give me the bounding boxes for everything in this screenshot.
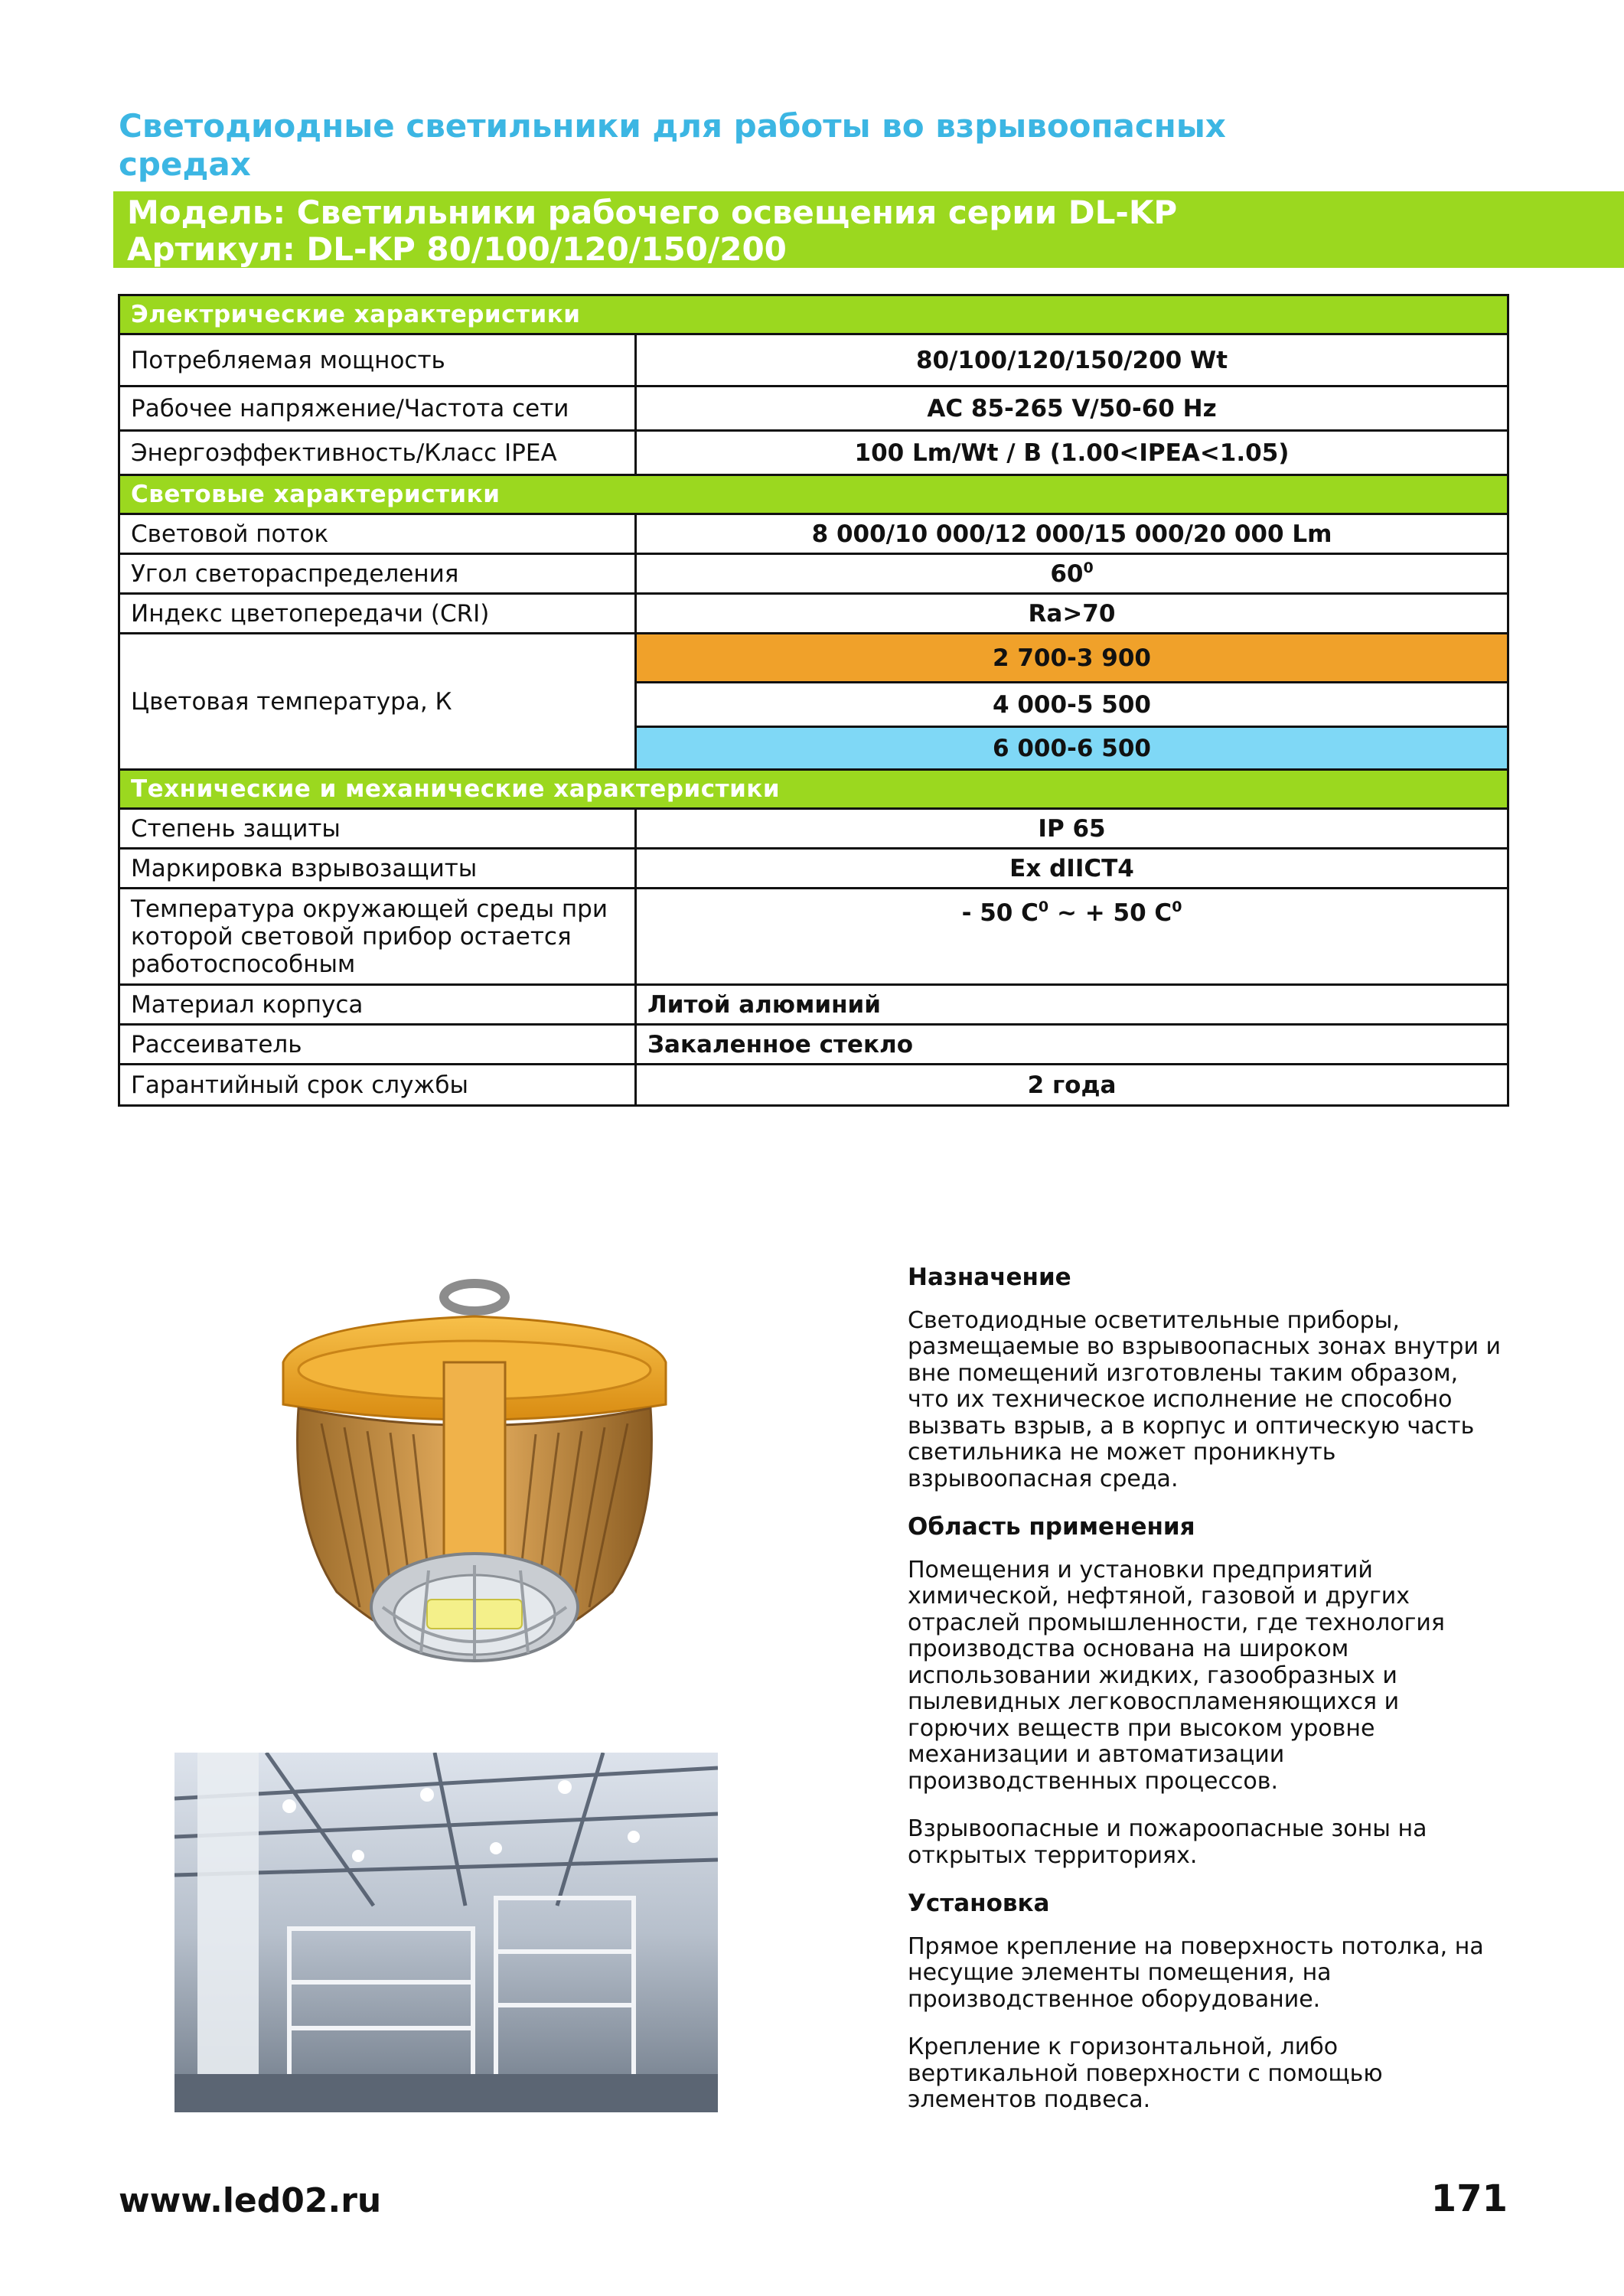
angle-number: 60 xyxy=(1050,560,1084,588)
env-min: - 50 C xyxy=(961,899,1039,927)
degree-mark: 0 xyxy=(1083,559,1094,576)
spec-table xyxy=(118,294,1509,1107)
ex-value: Ex dIICT4 xyxy=(636,849,1508,889)
warranty-label: Гарантийный срок службы xyxy=(119,1065,636,1106)
degree-mark: 0 xyxy=(1172,899,1182,915)
table-row xyxy=(119,431,1508,475)
table-row xyxy=(119,1065,1508,1106)
warranty-value: 2 года xyxy=(636,1065,1508,1106)
model-banner xyxy=(113,191,1624,268)
section-tech xyxy=(119,770,1508,809)
temp-neutral-value: 4 000-5 500 xyxy=(636,683,1508,727)
install-text: Прямое крепление на поверхность потолка, на несущие элементы помещения, на производственное оборудование. xyxy=(908,1932,1484,2013)
install-text-mounting: Крепление к горизонтальной, либо вертикальной поверхности с помощью элементов подвеса. xyxy=(908,2033,1383,2113)
temp-warm-value: 2 700-3 900 xyxy=(636,634,1508,683)
diffuser-label: Рассеиватель xyxy=(119,1025,636,1065)
purpose-heading: Назначение xyxy=(908,1264,1071,1291)
ex-label: Маркировка взрывозащиты xyxy=(119,849,636,889)
cri-label: Индекс цветопередачи (CRI) xyxy=(119,594,636,634)
degree-mark: 0 xyxy=(1038,899,1049,915)
description-column xyxy=(908,1264,1505,2135)
efficiency-label: Энергоэффективность/Класс IPEA xyxy=(119,431,636,475)
voltage-value: AC 85-265 V/50-60 Hz xyxy=(636,386,1508,431)
table-row xyxy=(119,594,1508,634)
install-heading: Установка xyxy=(908,1890,1050,1917)
angle-value xyxy=(636,554,1508,594)
page-title: Светодиодные светильники для работы во взрывоопасных средах xyxy=(119,107,1226,183)
diffuser-value: Закаленное стекло xyxy=(636,1025,1508,1065)
scope-heading: Область применения xyxy=(908,1513,1195,1541)
table-row xyxy=(119,514,1508,554)
env-max: + 50 C xyxy=(1084,899,1172,927)
cri-value: Ra>70 xyxy=(636,594,1508,634)
power-label: Потребляемая мощность xyxy=(119,334,636,386)
power-value: 80/100/120/150/200 Wt xyxy=(636,334,1508,386)
footer-url: www.led02.ru xyxy=(119,2181,382,2220)
ip-label: Степень защиты xyxy=(119,809,636,849)
material-label: Материал корпуса xyxy=(119,985,636,1025)
section-electric xyxy=(119,295,1508,334)
flux-label: Световой поток xyxy=(119,514,636,554)
purpose-text: Светодиодные осветительные приборы, размещаемые во взрывоопасных зонах внутри и вне помещений изготовлены таким образом, что их техническое исполнение не способно вызвать взрыв, а в корпус и оптическую часть светильника не может проникнуть взрывоопасная среда. xyxy=(908,1306,1501,1492)
table-row xyxy=(119,386,1508,431)
section-heading: Световые характеристики xyxy=(119,475,1508,514)
material-value: Литой алюминий xyxy=(636,985,1508,1025)
temp-cold-value: 6 000-6 500 xyxy=(636,727,1508,770)
table-row xyxy=(119,1025,1508,1065)
angle-label: Угол светораспределения xyxy=(119,554,636,594)
model-line: Модель: Светильники рабочего освещения серии DL-KP xyxy=(127,194,1178,231)
table-row xyxy=(119,554,1508,594)
voltage-label: Рабочее напряжение/Частота сети xyxy=(119,386,636,431)
table-row xyxy=(119,809,1508,849)
temp-label: Цветовая температура, К xyxy=(119,634,636,770)
table-row xyxy=(119,334,1508,386)
table-row xyxy=(119,849,1508,889)
flux-value: 8 000/10 000/12 000/15 000/20 000 Lm xyxy=(636,514,1508,554)
table-row xyxy=(119,889,1508,985)
table-row xyxy=(119,634,1508,683)
ip-value: IP 65 xyxy=(636,809,1508,849)
env-tilde: ~ xyxy=(1056,899,1077,927)
efficiency-value: 100 Lm/Wt / B (1.00<IPEA<1.05) xyxy=(636,431,1508,475)
scope-text: Помещения и установки предприятий химической, нефтяной, газовой и других отраслей промышленности, где технология производства основана на широком использовании жидких, газообразных и пылевидных легковоспламеняющихся и горючих веществ при высоком уровне механизации и автоматизации производственных процессов. xyxy=(908,1556,1445,1795)
table-row xyxy=(119,985,1508,1025)
section-light xyxy=(119,475,1508,514)
env-label: Температура окружающей среды при которой световой прибор остается работоспособным xyxy=(119,889,636,985)
industrial-hall-photo xyxy=(174,1753,718,2112)
section-heading: Технические и механические характеристики xyxy=(119,770,1508,809)
article-line: Артикул: DL-KP 80/100/120/150/200 xyxy=(127,230,787,268)
env-value xyxy=(636,889,1508,985)
section-heading: Электрические характеристики xyxy=(119,295,1508,334)
luminaire-photo xyxy=(253,1270,712,1722)
scope-text-open-areas: Взрывоопасные и пожароопасные зоны на открытых территориях. xyxy=(908,1815,1427,1869)
page-number: 171 xyxy=(1430,2177,1508,2220)
